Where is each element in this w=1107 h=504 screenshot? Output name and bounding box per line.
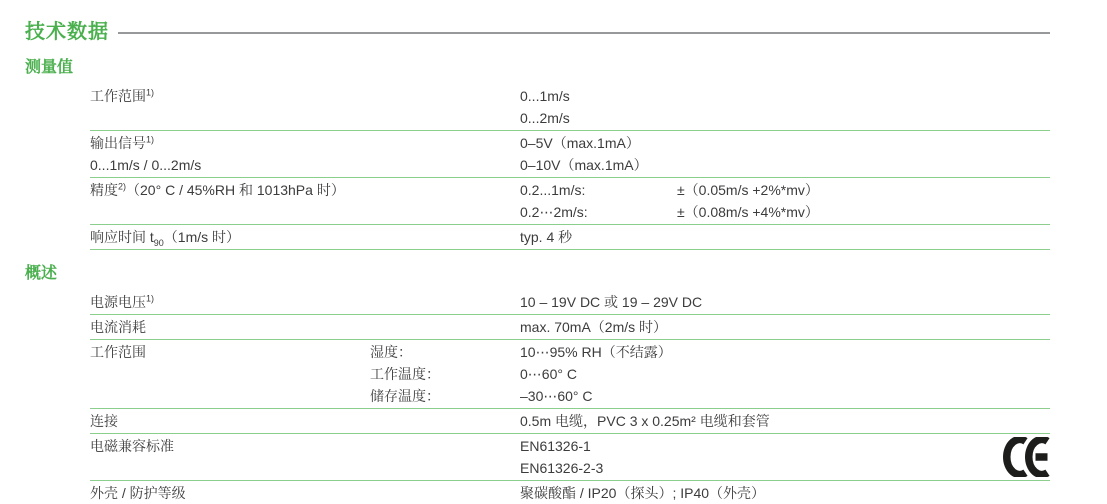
row-mid xyxy=(370,482,520,504)
row-mid xyxy=(370,435,520,479)
value-line: EN61326-2-3 xyxy=(520,460,604,476)
page-title: 技术数据 xyxy=(25,21,109,43)
label-condition: （1m/s 时） xyxy=(163,229,241,245)
subscript: 90 xyxy=(153,237,164,248)
section-heading-overview: 概述 xyxy=(25,265,58,282)
value-line: 0–10V（max.1mA） xyxy=(520,157,648,173)
table-row-output-signal xyxy=(90,131,1050,178)
measured-values-table xyxy=(90,84,1050,250)
section-heading-measured: 测量值 xyxy=(25,59,74,76)
label-text: 响应时间 t xyxy=(90,229,154,245)
label-text: 精度 xyxy=(90,182,118,198)
label-text: 输出信号 xyxy=(90,135,146,151)
table-row-working-range xyxy=(90,84,1050,131)
row-value xyxy=(520,179,1050,223)
table-row-response-time xyxy=(90,225,1050,250)
sub-key: 储存温度： xyxy=(370,388,440,404)
row-value xyxy=(520,435,1050,479)
label-text: 电源电压 xyxy=(90,294,146,310)
row-value xyxy=(520,85,1050,129)
sub-key: 湿度： xyxy=(370,344,412,360)
footnote-marker: 1) xyxy=(146,87,155,98)
label-condition: （20° C / 45%RH 和 1013hPa 时） xyxy=(126,182,345,198)
accuracy-range: 0.2⋯2m/s: xyxy=(520,204,588,220)
overview-table xyxy=(90,290,1050,504)
row-value: 0.5m 电缆，PVC 3 x 0.25m² 电缆和套管 xyxy=(520,413,770,429)
row-label xyxy=(90,226,520,248)
row-label xyxy=(90,132,520,176)
label-line: 0...1m/s / 0...2m/s xyxy=(90,157,202,173)
row-mid xyxy=(370,316,520,338)
accuracy-tolerance: ±（0.08m/s +4%*mv） xyxy=(677,204,819,220)
sub-value: –30⋯60° C xyxy=(520,388,593,404)
value-line: 0...2m/s xyxy=(520,110,570,126)
label-text: 工作范围 xyxy=(90,88,146,104)
row-value: max. 70mA（2m/s 时） xyxy=(520,319,668,335)
footnote-marker: 1) xyxy=(146,293,155,304)
table-row-current-consumption xyxy=(90,315,1050,340)
row-mid xyxy=(370,291,520,313)
accuracy-tolerance: ±（0.05m/s +2%*mv） xyxy=(677,182,819,198)
value-line: 0–5V（max.1mA） xyxy=(520,135,640,151)
row-value xyxy=(520,132,1050,176)
table-row-housing-protection xyxy=(90,481,1050,504)
row-label: 连接 xyxy=(90,413,118,429)
value-line xyxy=(520,201,1050,223)
footnote-marker: 2) xyxy=(118,181,127,192)
row-label: 电流消耗 xyxy=(90,319,146,335)
sub-value: 10⋯95% RH（不结露） xyxy=(520,344,672,360)
table-row-supply-voltage xyxy=(90,290,1050,315)
label-line xyxy=(90,132,520,154)
row-value: typ. 4 秒 xyxy=(520,229,573,245)
table-row-emc-standard xyxy=(90,434,1050,481)
accuracy-range: 0.2...1m/s: xyxy=(520,182,586,198)
sub-value: 0⋯60° C xyxy=(520,366,577,382)
row-value: 10 – 19V DC 或 19 – 29V DC xyxy=(520,294,703,310)
sub-key: 工作温度： xyxy=(370,366,440,382)
value-line: 0...1m/s xyxy=(520,88,570,104)
table-row-accuracy xyxy=(90,178,1050,225)
value-line: EN61326-1 xyxy=(520,438,591,454)
value-line xyxy=(520,179,1050,201)
row-label: 电磁兼容标准 xyxy=(90,438,174,454)
table-row-connection xyxy=(90,409,1050,434)
row-label xyxy=(90,179,520,223)
row-value xyxy=(520,341,1050,407)
row-value: 聚碳酸酯 / IP20（探头）; IP40（外壳） xyxy=(520,485,766,501)
row-label: 外壳 / 防护等级 xyxy=(90,485,186,501)
row-label: 工作范围 xyxy=(90,344,146,360)
row-mid xyxy=(370,410,520,432)
title-rule xyxy=(118,32,1050,34)
row-label xyxy=(90,291,370,313)
table-row-working-range-env xyxy=(90,340,1050,409)
row-mid xyxy=(370,341,520,407)
footnote-marker: 1) xyxy=(146,134,155,145)
ce-mark-icon xyxy=(1002,437,1050,477)
title-row xyxy=(25,20,1050,44)
row-label xyxy=(90,85,520,129)
